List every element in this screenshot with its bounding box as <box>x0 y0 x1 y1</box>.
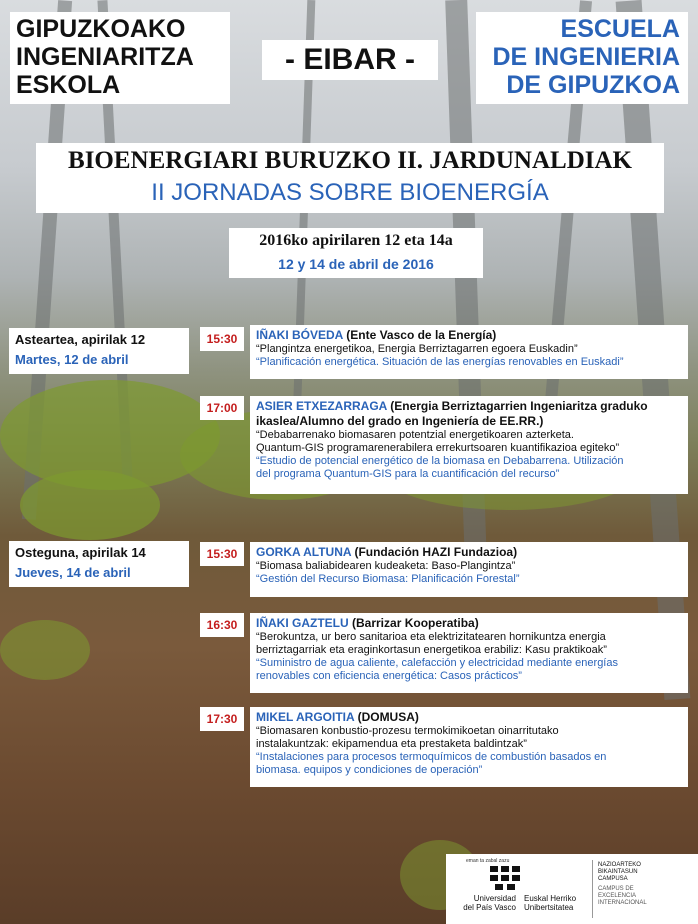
talk-card <box>250 325 688 379</box>
logo-divider <box>592 860 593 918</box>
campus-line5: EXCELENCIA <box>598 893 637 899</box>
campus-line3: CAMPUSA <box>598 876 628 882</box>
header-center-box <box>262 40 438 80</box>
speaker-line <box>256 710 682 725</box>
day-basque: Asteartea, apirilak 12 <box>15 332 146 347</box>
speaker-line <box>256 616 682 631</box>
talk-title-spanish: “Instalaciones para procesos termoquímicos de combustión basados en biomasa. equipos y condiciones de operación” <box>256 751 607 776</box>
speaker-affiliation: (Ente Vasco de la Energía) <box>342 328 497 342</box>
university-motto: eman ta zabal zazu <box>466 858 510 864</box>
university-name-basque-1: Euskal Herriko <box>524 894 577 903</box>
talk-time: 15:30 <box>200 327 244 351</box>
campus-line6: INTERNACIONAL <box>598 900 647 906</box>
event-title-spanish: II JORNADAS SOBRE BIOENERGÍA <box>151 179 549 206</box>
school-basque-line3: ESKOLA <box>16 71 121 99</box>
day-basque: Osteguna, apirilak 14 <box>15 545 146 560</box>
talk-time: 15:30 <box>200 542 244 566</box>
talk-card <box>250 542 688 597</box>
school-spanish-line1: ESCUELA <box>560 15 680 43</box>
event-title-basque: BIOENERGIARI BURUZKO II. JARDUNALDIAK <box>68 147 632 174</box>
talk-title-basque: “Berokuntza, ur bero sanitarioa eta elektrizitatearen hornikuntza energia berriztagarriak eta eraginkortasun energetikoa erabiliz: Kasu praktikoak” <box>256 631 607 656</box>
campus-line2: BIKAINTASUN <box>598 869 638 875</box>
speaker-name: ASIER ETXEZARRAGA <box>256 399 387 413</box>
talk-title-basque: “Biomasaren konbustio-prozesu termokimikoetan oinarritutako instalakuntzak: ekipamendua eta prestaketa baldintzak” <box>256 725 559 750</box>
university-name-spanish-2: del País Vasco <box>463 903 516 912</box>
header-right-box <box>476 12 688 104</box>
day-thursday <box>9 541 189 587</box>
speaker-affiliation: (Barrizar Kooperatiba) <box>348 616 479 630</box>
talk-title-spanish: “Suministro de agua caliente, calefacción y electricidad mediante energías renovables con eficiencia energética: Casos prácticos” <box>256 657 618 682</box>
talk-title-basque: “Biomasa baliabidearen kudeaketa: Baso-Plangintza” <box>256 560 516 572</box>
speaker-name: IÑAKI BÓVEDA <box>256 328 343 342</box>
talk-title-spanish: “Estudio de potencial energético de la biomasa en Debabarrena. Utilización del programa Quantum-GIS para la cuantificación del recurso” <box>256 455 624 480</box>
school-spanish-line3: DE GIPUZKOA <box>506 71 680 99</box>
university-logo-box <box>446 854 698 924</box>
day-spanish: Martes, 12 de abril <box>15 352 129 367</box>
day-tuesday <box>9 328 189 374</box>
speaker-name: MIKEL ARGOITIA <box>256 710 355 724</box>
talk-title-basque: “Debabarrenako biomasaren potentzial energetikoaren azterketa. Quantum-GIS programarenerabilera errekurtsoaren kuantifikazioa egiteko” <box>256 429 620 454</box>
header-left-box <box>10 12 230 104</box>
talk-time: 16:30 <box>200 613 244 637</box>
speaker-line <box>256 399 682 429</box>
campus-line4: CAMPUS DE <box>598 886 634 892</box>
speaker-name: GORKA ALTUNA <box>256 545 352 559</box>
talk-title-spanish: “Gestión del Recurso Biomasa: Planificación Forestal” <box>256 573 520 585</box>
dates-box <box>229 228 483 278</box>
talk-title-basque: “Plangintza energetikoa, Energia Berriztagarren egoera Euskadin” <box>256 343 578 355</box>
speaker-line <box>256 328 682 343</box>
speaker-affiliation: (Fundación HAZI Fundazioa) <box>351 545 518 559</box>
talk-card <box>250 613 688 693</box>
speaker-name: IÑAKI GAZTELU <box>256 616 349 630</box>
speaker-line <box>256 545 682 560</box>
title-box <box>36 143 664 213</box>
school-basque-line2: INGENIARITZA <box>16 43 194 71</box>
talk-time: 17:30 <box>200 707 244 731</box>
talk-card <box>250 396 688 494</box>
dates-spanish: 12 y 14 de abril de 2016 <box>278 256 434 272</box>
talk-title-spanish: “Planificación energética. Situación de las energías renovables en Euskadi” <box>256 356 624 368</box>
day-spanish: Jueves, 14 de abril <box>15 565 131 580</box>
speaker-affiliation: (DOMUSA) <box>354 710 419 724</box>
university-logo-icon <box>490 866 520 890</box>
school-basque-line1: GIPUZKOAKO <box>16 15 186 43</box>
dates-basque: 2016ko apirilaren 12 eta 14a <box>259 232 453 249</box>
university-name-spanish-1: Universidad <box>473 894 516 903</box>
university-name-basque-2: Unibertsitatea <box>524 903 574 912</box>
school-spanish-line2: DE INGENIERIA <box>492 43 680 71</box>
location-title: - EIBAR - <box>285 43 415 76</box>
talk-card <box>250 707 688 787</box>
speaker-affiliation: (Energia Berriztagarrien Ingeniaritza graduko ikaslea/Alumno del grado en Ingeniería de EE.RR.) <box>256 399 648 428</box>
talk-time: 17:00 <box>200 396 244 420</box>
campus-line1: NAZIOARTEKO <box>598 862 641 868</box>
